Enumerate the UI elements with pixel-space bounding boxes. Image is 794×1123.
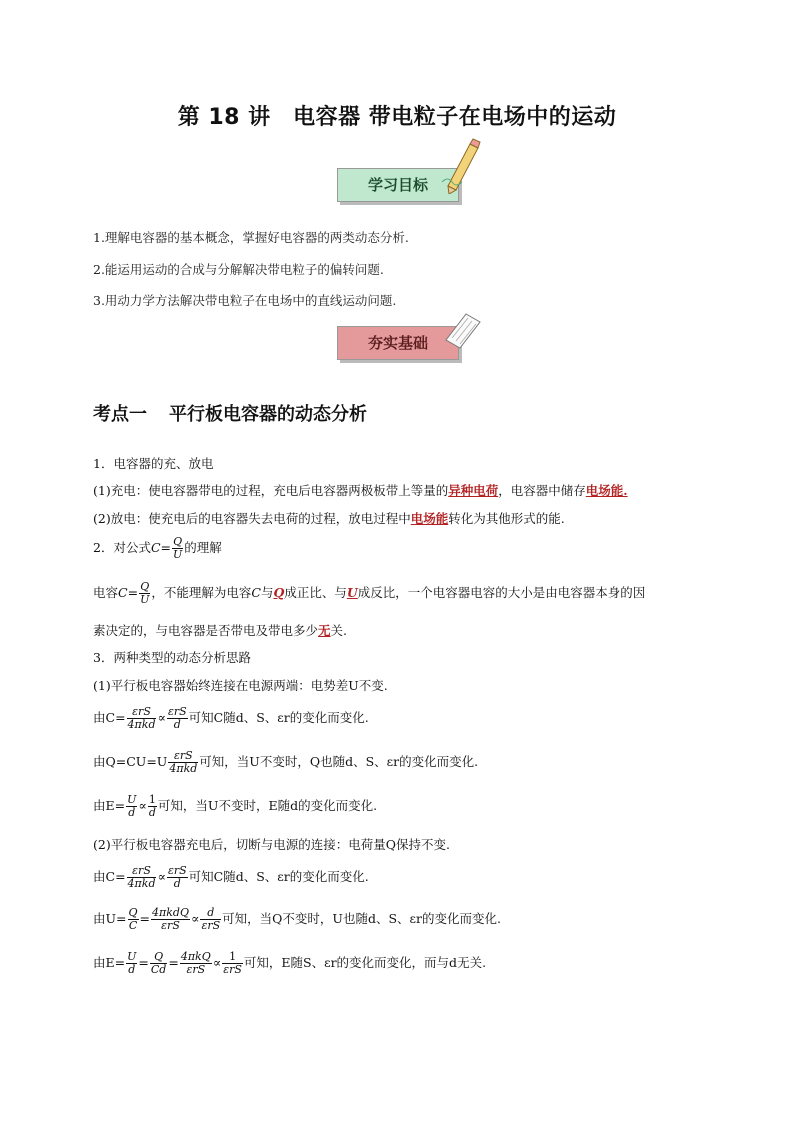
paragraph: (1)充电：使电容器带电的过程，充电后电容器两极板带上等量的异种电荷，电容器中储存电场能. — [93, 483, 628, 498]
fraction: $\frac{U}{d}$ — [127, 793, 137, 819]
paragraph: (1)平行板电容器始终连接在电源两端：电势差U不变. — [93, 678, 388, 693]
highlight-answer: 电场能. — [585, 483, 628, 498]
fraction: $\frac{\text{4πkQ}}{\text{εrS}}$ — [180, 950, 211, 976]
goal-item: 1.理解电容器的基本概念，掌握好电容器的两类动态分析. — [93, 230, 409, 245]
fraction: $\frac{\text{εrS}}{\text{4πkd}}$ — [169, 749, 198, 775]
fraction: $\frac{1}{d}$ — [148, 793, 156, 819]
highlight-answer: U — [346, 585, 358, 600]
basics-badge: 夯实基础 — [337, 326, 459, 360]
section-number: 考点一 — [93, 404, 147, 425]
highlight-answer: 无 — [318, 623, 331, 638]
fraction: $\frac{\text{εrS}}{d}$ — [167, 864, 187, 890]
section-heading — [93, 400, 367, 426]
paragraph: 素决定的，与电容器是否带电及带电多少无关. — [93, 623, 348, 638]
fraction: $\frac{1}{\text{εrS}}$ — [223, 950, 242, 976]
fraction: $\frac{\text{εrS}}{\text{4πkd}}$ — [127, 864, 156, 890]
paragraph: 2．对公式C= $\frac{Q}{U}$ 的理解 — [93, 535, 222, 561]
highlight-answer: 电场能 — [410, 511, 449, 526]
fraction: $\frac{U}{d}$ — [127, 950, 137, 976]
formula-line: 由E= $\frac{U}{d}$ ∝ $\frac{1}{d}$ 可知，当U不变时，E随d的变化而变化. — [93, 793, 378, 819]
page-title: 第 18 讲 电容器 带电粒子在电场中的运动 — [177, 105, 617, 130]
paragraph: (2)平行板电容器充电后，切断与电源的连接：电荷量Q保持不变. — [93, 837, 450, 852]
goal-item: 2.能运用运动的合成与分解解决带电粒子的偏转问题. — [93, 262, 384, 277]
fraction: $\frac{\text{4πkdQ}}{\text{εrS}}$ — [152, 906, 189, 932]
paragraph: 3．两种类型的动态分析思路 — [93, 650, 251, 665]
paragraph: 1．电容器的充、放电 — [93, 456, 214, 471]
goal-item: 3.用动力学方法解决带电粒子在电场中的直线运动问题. — [93, 293, 397, 308]
fraction: $\frac{\text{εrS}}{\text{4πkd}}$ — [127, 705, 156, 731]
formula-line: 由Q=CU=U $\frac{\text{εrS}}{\text{4πkd}}$ 可知，当U不变时，Q也随d、S、εr的变化而变化. — [93, 749, 479, 775]
pencil-icon — [440, 138, 484, 194]
paragraph: (2)放电：使充电后的电容器失去电荷的过程，放电过程中电场能转化为其他形式的能. — [93, 511, 565, 526]
fraction: $\frac{d}{\text{εrS}}$ — [201, 906, 221, 932]
fraction: $\frac{Q}{C}$ — [128, 906, 138, 932]
paragraph: 电容C= $\frac{Q}{U}$ ，不能理解为电容C与Q成正比、与U成反比，一个电容器电容的大小是由电容器本身的因 — [93, 580, 646, 606]
formula-line: 由U= $\frac{Q}{C}$ = $\frac{\text{4πkdQ}}{\text{εrS}}$ ∝ $\frac{d}{\text{εrS}}$ 可知，当Q不变时，U也随d、S、εr的变化而变化. — [93, 906, 501, 932]
fraction: $\frac{Q}{Cd}$ — [150, 950, 167, 976]
formula-line: 由C= $\frac{\text{εrS}}{\text{4πkd}}$ ∝ $\frac{\text{εrS}}{d}$ 可知C随d、S、εr的变化而变化. — [93, 705, 369, 731]
highlight-answer: 异种电荷 — [448, 483, 499, 498]
section-subtitle: 平行板电容器的动态分析 — [169, 404, 367, 425]
scroll-icon — [440, 310, 484, 350]
learning-goals-badge: 学习目标 — [337, 168, 459, 202]
fraction: $\frac{Q}{U}$ — [140, 580, 150, 606]
formula-line: 由E= $\frac{U}{d}$ = $\frac{Q}{Cd}$ = $\frac{\text{4πkQ}}{\text{εrS}}$ ∝ $\frac{1}{\text{εrS}}$ 可知，E随S、εr的变化而变化，而与d无关. — [93, 950, 487, 976]
fraction: $\frac{Q}{U}$ — [173, 535, 183, 561]
formula-line: 由C= $\frac{\text{εrS}}{\text{4πkd}}$ ∝ $\frac{\text{εrS}}{d}$ 可知C随d、S、εr的变化而变化. — [93, 864, 369, 890]
highlight-answer: Q — [273, 585, 285, 600]
fraction: $\frac{\text{εrS}}{d}$ — [167, 705, 187, 731]
